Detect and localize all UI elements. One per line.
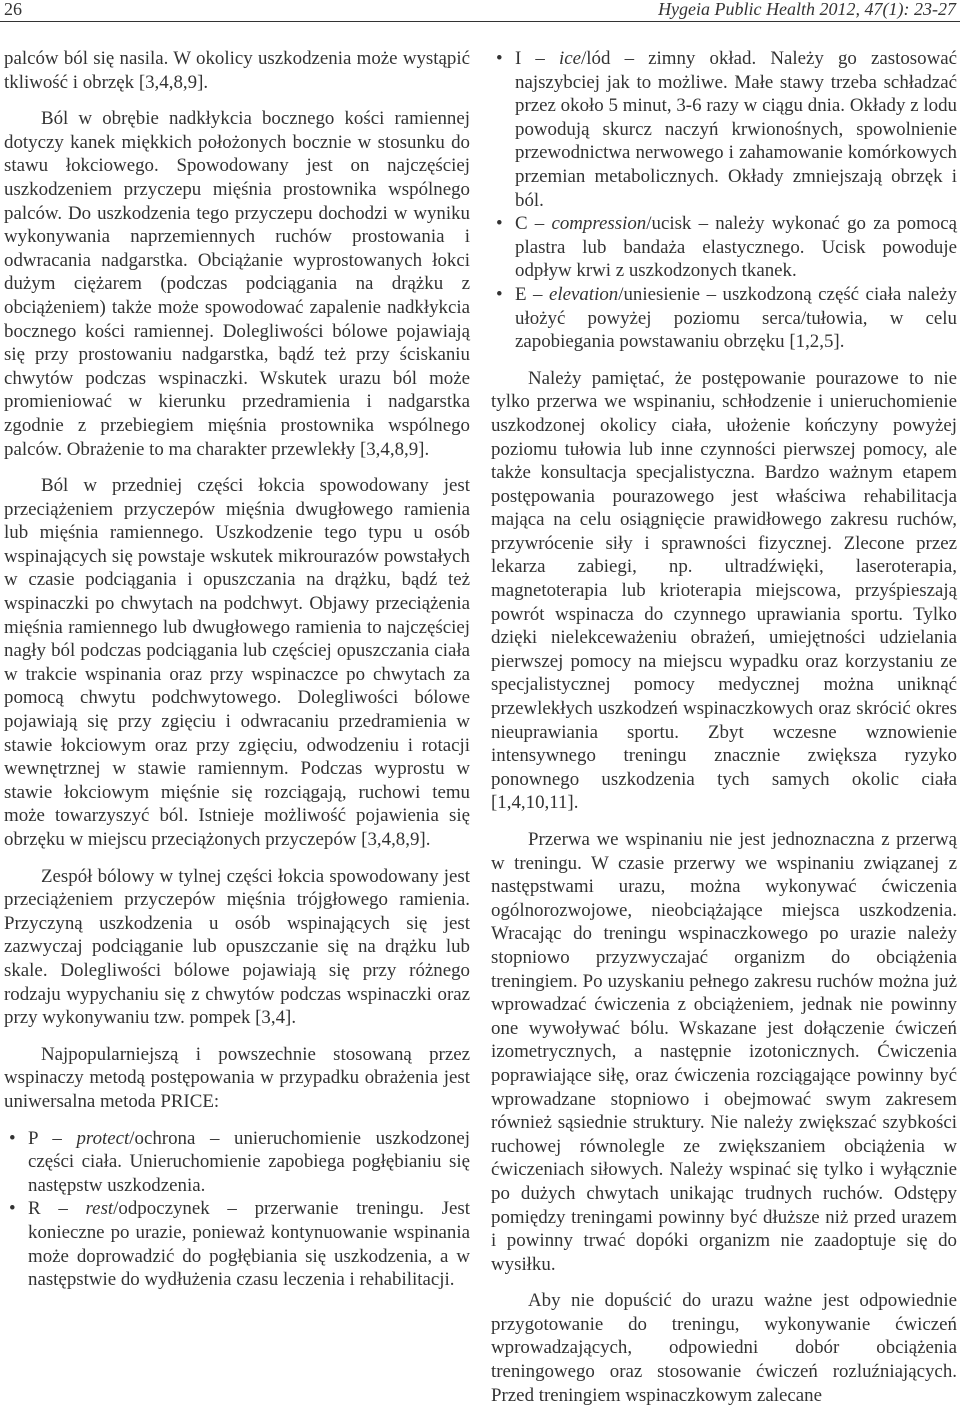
paragraph: Zespół bólowy w tylnej części łokcia spowodowany jest przeciążeniem przyczepów mięśnia trójgłowego ramienia. Przyczyną uszkodzenia u osób wspinających się jest zazwyczaj podciąganie lub opuszczanie się na drążku lub skale. Dolegliwości bólowe pojawiają się przy różnego rodzaju wypychaniu się z chwytów podczas wspinaczki oraz przy wykonywaniu tzw. pompek [3,4]. <box>4 865 470 1029</box>
paragraph: Ból w przedniej części łokcia spowodowany jest przeciążeniem przyczepów mięśnia dwugłowego ramienia lub mięśnia ramiennego. Uszkodzenie tego typu u osób wspinających się powstaje wskutek mikrourazów powstałych w czasie podciągania i opuszczania na drążku, bądź też wspinaczki po chwytach na podchwyt. Objawy przeciążenia mięśnia ramiennego lub dwugłowego ramienia to najczęściej nagły ból podczas podciągania lub częściej opuszczania ciała w trakcie wspinania oraz przy wspinaczce po chwytach za pomocą chwytu podchwytowego. Dolegliwości bólowe pojawiają się przy zgięciu i odwracaniu przedramienia w stawie łokciowym oraz przy zgięciu, odwodzeniu i rotacji wewnętrznej w stawie ramiennym. Podczas wyprostu w stawie łokciowym mięśnie się rozciągają, ruchowi temu może towarzyszyć ból. Istnieje możliwość pojawienia się obrzęku w miejscu przeciążonych przyczepów [3,4,8,9]. <box>4 475 470 850</box>
paragraph: Ból w obrębie nadkłykcia bocznego kości ramiennej dotyczy kanek miękkich położonych bocznie w stosunku do stawu łokciowego. Spowodowany jest on najczęściej uszkodzeniem przyczepu mięśnia prostownika wspólnego palców. Do uszkodzenia tego przyczepu dochodzi w wyniku wykonywania naprzemiennych ruchów prostowania i odwracania nadgarstka. Obciążanie wyprostowanych łokci dużym ciężarem (podczas podciągania na drążku z obciążeniem) także może spowodować zapalenie nadkłykcia bocznego kości ramiennej. Dolegliwości bólowe pojawiają się przy prostowaniu nadgarstka, bądź też przy ściskaniu chwytów podczas wspinaczki. Wskutek urazu ból może promieniować w kierunku przedramienia i nadgarstka zgodnie z przebiegiem mięśnia prostownika wspólnego palców. Obrażenie to ma charakter przewlekły [3,4,8,9]. <box>4 108 470 460</box>
item-term: elevation <box>548 283 619 305</box>
journal-citation: Hygeia Public Health 2012, 47(1): 23-27 <box>658 0 956 19</box>
price-list-continued <box>491 47 957 354</box>
page-number: 26 <box>4 0 22 19</box>
page-header <box>0 0 960 22</box>
item-lead: C – <box>515 213 552 235</box>
paragraph: palców ból się nasila. W okolicy uszkodzenia może wystąpić tkliwość i obrzęk [3,4,8,9]. <box>4 48 470 93</box>
right-column <box>491 47 957 1420</box>
list-item <box>4 1197 470 1291</box>
paragraph: Aby nie dopuścić do urazu ważne jest odpowiednie przygotowanie do treningu, wykonywanie ćwiczeń wprowadzających, odpowiedni dobór obciążenia treningowego oraz stosowanie ćwiczeń rozluźniających. Przed treningiem wspinaczkowym zalecane <box>491 1290 957 1406</box>
bullet-icon: • <box>9 1127 16 1149</box>
list-item <box>491 212 957 283</box>
item-text: /uniesienie – uszkodzoną część ciała należy ułożyć powyżej poziomu serca/tułowia, w celu zapobiegania powstawaniu obrzęku [1,2,5]. <box>515 283 957 353</box>
item-term: compression <box>551 213 647 235</box>
left-column <box>4 47 470 1305</box>
item-text: /odpoczynek – przerwanie treningu. Jest konieczne po urazie, ponieważ kontynuowanie wspinania może doprowadzić do pogłębiania się uszkodzenia, a w następstwie do wydłużenia czasu leczenia i rehabilitacji. <box>28 1198 470 1291</box>
bullet-icon: • <box>9 1198 16 1220</box>
item-lead: E – <box>515 283 549 305</box>
item-term: ice <box>559 48 582 69</box>
item-lead: I – <box>515 48 560 69</box>
bullet-icon: • <box>496 283 503 305</box>
item-lead: P – <box>28 1127 77 1149</box>
item-lead: R – <box>28 1198 86 1220</box>
bullet-icon: • <box>496 48 503 69</box>
item-text: /ochrona – unieruchomienie uszkodzonej części ciała. Unieruchomienie zapobiega pogłębianiu się następstw uszkodzenia. <box>28 1127 470 1196</box>
paragraph: Należy pamiętać, że postępowanie pourazowe to nie tylko przerwa we wspinaniu, schłodzenie i unieruchomienie uszkodzonej okolicy ciała, ułożenie kończyny powyżej poziomu tułowia lub inne czynności pierwszej pomocy, ale także konsultacja specjalistyczna. Bardzo ważnym etapem postępowania pourazowego jest właściwa rehabilitacja mająca na celu osiągnięcie prawidłowego zakresu ruchów, przywrócenie siły i sprawności fizycznej. Zlecone przez lekarza zabiegi, np. ultradźwięki, laseroterapia, magnetoterapia lub krioterapia miejscowa, przyśpieszają powrót wspinacza do czynnego uprawiania sportu. Tylko dzięki nielekceważeniu obrażeń, umiejętności udzielania pierwszej pomocy na miejscu wypadku oraz korzystaniu ze specjalistycznej pomocy medycznej można uniknąć przewlekłych uszkodzeń wspinaczkowych oraz skrócić okres nieuprawiania sportu. Zbyt wczesne wznowienie intensywnego treningu znacznie zwiększa ryzyko ponownego uszkodzenia tych samych okolic ciała [1,4,10,11]. <box>491 367 957 814</box>
list-item <box>4 1127 470 1198</box>
list-item <box>491 283 957 354</box>
item-term: rest <box>85 1198 114 1220</box>
list-item <box>491 47 957 212</box>
item-text: /ucisk – należy wykonać go za pomocą plastra lub bandaża elastycznego. Ucisk powoduje odpływ krwi z uszkodzonych tkanek. <box>515 213 957 282</box>
price-list <box>4 1127 470 1292</box>
item-text: /lód – zimny okład. Należy go zastosować najszybciej jak to możliwe. Małe stawy trzeba schładzać przez około 5 minut, 3-6 razy w ciągu dnia. Okłady z lodu powodują skurcz naczyń krwionośnych, spowolnienie przewodnictwa nerwowego i zahamowanie komórkowych przemian metabolicznych. Okłady zmniejszają obrzęk i ból. <box>515 48 957 211</box>
paragraph: Przerwa we wspinaniu nie jest jednoznaczna z przerwą w treningu. W czasie przerwy we wspinaniu związanej z następstwami urazu, można wykonywać ćwiczenia ogólnorozwojowe, nieobciążające miejsca uszkodzenia. Wracając do treningu wspinaczkowego po urazie należy stopniowo przyzwyczajać organizm do obciążenia treningiem. Po uzyskaniu pełnego zakresu ruchów można już wprowadzać ćwiczenia z obciążeniem, jednak nie powinny one wywoływać bólu. Wskazane jest dołączenie ćwiczeń izometrycznych, a następnie izotonicznych. Ćwiczenia poprawiające siłę, oraz ćwiczenia rozciągające powinny być wprowadzane stopniowo i obejmować swym zakresem również sąsiednie struktury. Nie należy zwiększać szybkości ruchowej równolegle ze zwiększaniem obciążenia w ćwiczeniach siłowych. Należy wspinać się tylko i wyłącznie po dużych chwytach unikając trudnych ruchów. Odstępy pomiędzy treningami powinny być dłuższe niż przed urazem i powinny trwać dopóki organizm nie zaadoptuje się do wysiłku. <box>491 829 957 1275</box>
bullet-icon: • <box>496 213 503 235</box>
paragraph: Najpopularniejszą i powszechnie stosowaną przez wspinaczy metodą postępowania w przypadku obrażenia jest uniwersalna metoda PRICE: <box>4 1043 470 1112</box>
item-term: protect <box>76 1127 130 1149</box>
